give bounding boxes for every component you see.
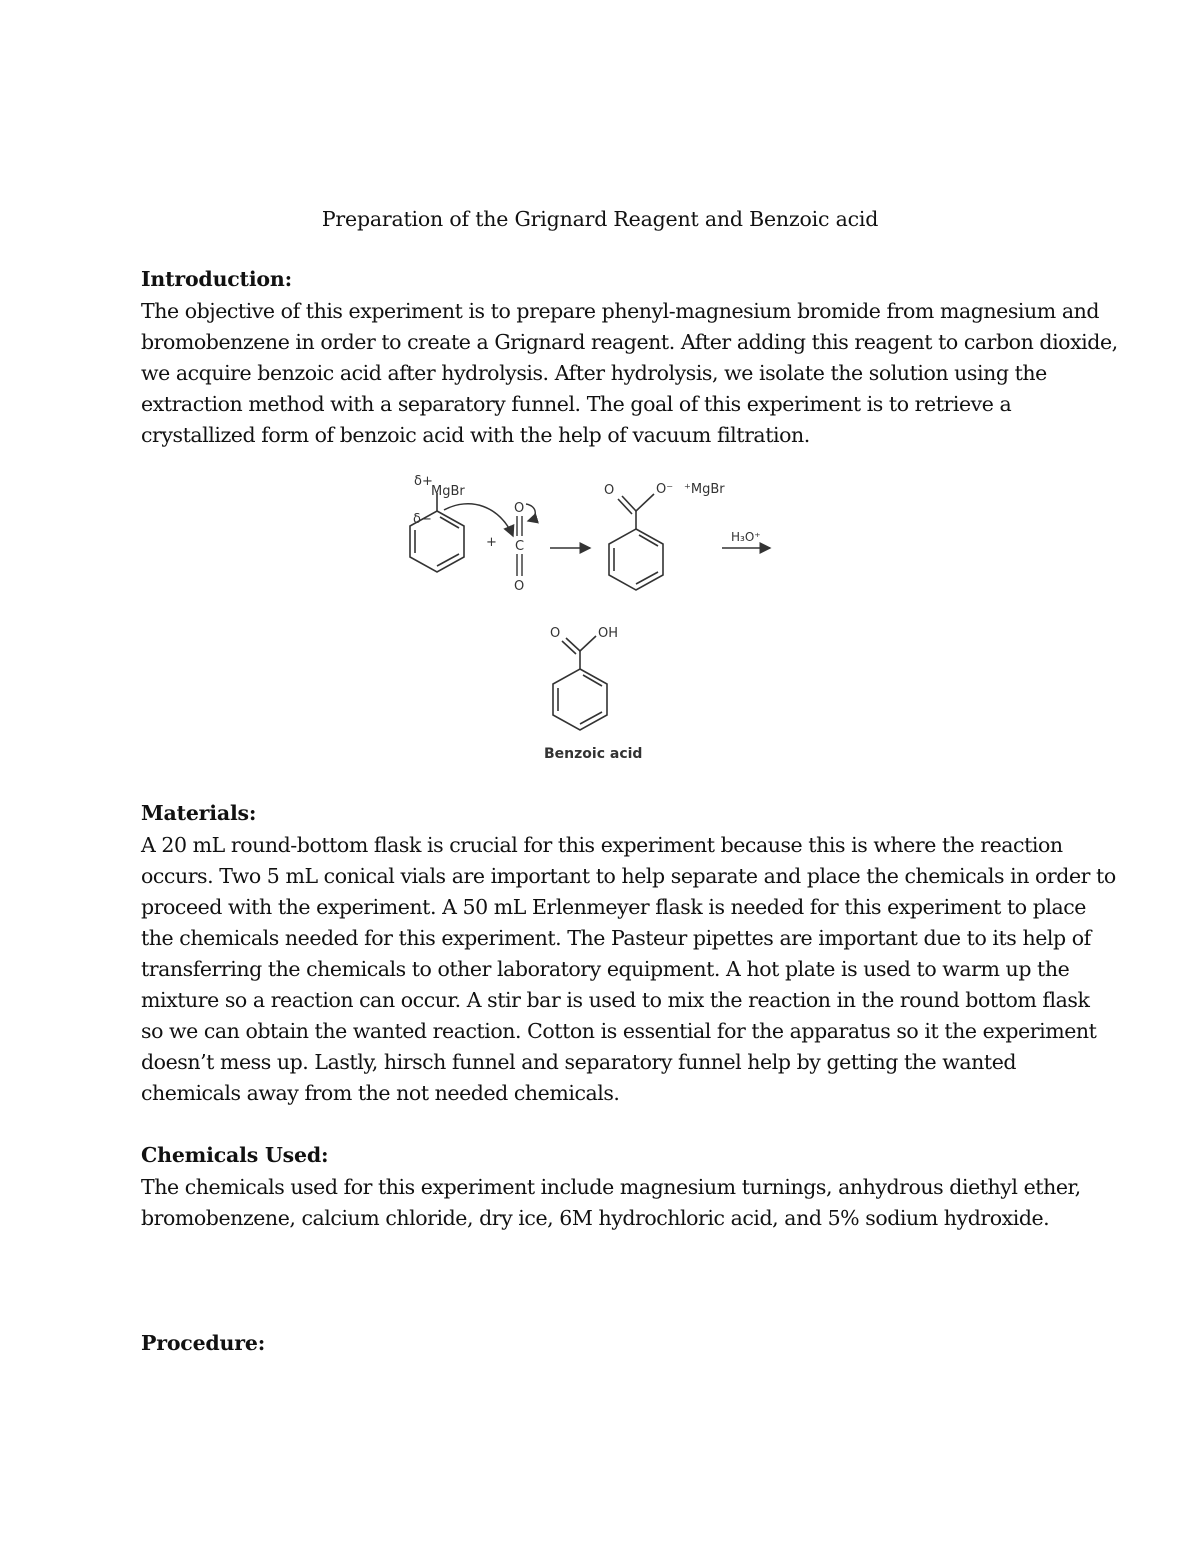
materials-line: so we can obtain the wanted reaction. Cotton is essential for the apparatus so it the experiment [141,1019,1097,1043]
carboxylate-oxygen: O [604,483,615,498]
benzoic-acid-caption: Benzoic acid [544,746,643,762]
plus-sign: + [486,535,497,550]
carboxylate-structure [609,494,663,590]
introduction-paragraph [141,296,1118,451]
reaction-scheme-figure [400,466,800,766]
procedure-heading: Procedure: [141,1331,266,1355]
materials-line: the chemicals needed for this experiment. The Pasteur pipettes are important due to its help of [141,926,1091,950]
materials-paragraph [141,830,1116,1109]
introduction-line: we acquire benzoic acid after hydrolysis. After hydrolysis, we isolate the solution using the [141,361,1047,385]
chemicals-used-heading: Chemicals Used: [141,1143,329,1167]
chemicals-line: The chemicals used for this experiment include magnesium turnings, anhydrous diethyl ether, [141,1175,1081,1199]
materials-line: chemicals away from the not needed chemicals. [141,1081,620,1105]
materials-line: proceed with the experiment. A 50 mL Erlenmeyer flask is needed for this experiment to place [141,895,1086,919]
introduction-heading: Introduction: [141,267,292,291]
acid-hydroxyl: OH [598,626,619,641]
benzene-ring [609,529,663,590]
materials-line: occurs. Two 5 mL conical vials are important to help separate and place the chemicals in order to [141,864,1116,888]
materials-line: A 20 mL round-bottom flask is crucial for this experiment because this is where the reaction [141,833,1063,857]
mgbr-label: MgBr [431,484,465,499]
introduction-line: bromobenzene in order to create a Grignard reagent. After adding this reagent to carbon dioxide, [141,330,1118,354]
delta-minus-label: δ− [413,512,432,527]
materials-line: mixture so a reaction can occur. A stir bar is used to mix the reaction in the round bottom flask [141,988,1090,1012]
acid-carbonyl-oxygen: O [550,626,561,641]
introduction-line: The objective of this experiment is to prepare phenyl-magnesium bromide from magnesium and [141,299,1100,323]
materials-line: transferring the chemicals to other laboratory equipment. A hot plate is used to warm up the [141,957,1070,981]
counter-ion-label: ⁺MgBr [684,482,725,497]
introduction-line: extraction method with a separatory funnel. The goal of this experiment is to retrieve a [141,392,1012,416]
co2-top-oxygen: O [514,501,525,516]
chemicals-line: bromobenzene, calcium chloride, dry ice, 6M hydrochloric acid, and 5% sodium hydroxide. [141,1206,1050,1230]
co2-carbon: C [515,539,525,554]
document-title: Preparation of the Grignard Reagent and Benzoic acid [321,207,879,231]
hydronium-label: H₃O⁺ [731,530,761,544]
co2-electron-arrow [526,504,535,521]
reaction-scheme-diagram [400,466,800,766]
introduction-line: crystallized form of benzoic acid with the help of vacuum filtration. [141,423,810,447]
chemicals-used-paragraph [141,1172,1081,1234]
materials-line: doesn’t mess up. Lastly, hirsch funnel and separatory funnel help by getting the wanted [141,1050,1017,1074]
carboxylate-oxygen-minus: O⁻ [656,482,674,497]
materials-heading: Materials: [141,801,257,825]
benzoic-acid-structure [553,636,607,730]
co2-bottom-oxygen: O [514,579,525,594]
benzene-ring [553,669,607,730]
delta-plus-label: δ+ [414,474,433,489]
